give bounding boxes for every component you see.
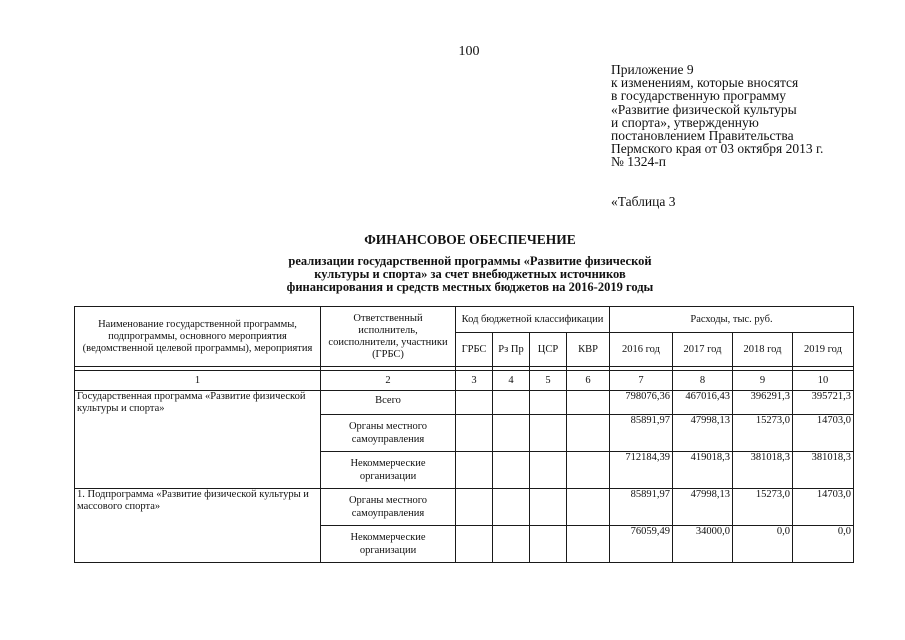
kvr-cell [567,415,610,452]
rzpr-cell [493,391,530,415]
responsible-cell: Всего [321,391,456,415]
column-number: 6 [567,371,610,391]
value-2018: 15273,0 [733,415,793,452]
header-2019: 2019 год [793,333,854,367]
header-grbs: ГРБС [456,333,493,367]
subprogram-name-cell: 1. Подпрограмма «Развитие физической культуры и массового спорта» [75,489,321,563]
value-2019: 0,0 [793,526,854,563]
value-2017: 419018,3 [673,452,733,489]
table-row [75,391,854,415]
value-2017: 467016,43 [673,391,733,415]
appendix-line: № 1324-п [611,154,666,170]
document-subtitle [240,255,700,294]
responsible-cell: Органы местного самоуправления [321,415,456,452]
grbs-cell [456,391,493,415]
appendix-line: «Развитие физической культуры [611,101,797,117]
kvr-cell [567,489,610,526]
rzpr-cell [493,526,530,563]
value-2019: 14703,0 [793,489,854,526]
csr-cell [530,526,567,563]
program-name-cell: Государственная программа «Развитие физической культуры и спорта» [75,391,321,489]
header-2016: 2016 год [610,333,673,367]
table-reference: «Таблица 3 [611,194,676,209]
document-title: ФИНАНСОВОЕ ОБЕСПЕЧЕНИЕ [364,232,576,247]
value-2016: 85891,97 [610,489,673,526]
appendix-line: постановлением Правительства [611,128,794,144]
responsible-cell: Органы местного самоуправления [321,489,456,526]
csr-cell [530,489,567,526]
column-number-row [75,371,854,391]
column-number: 9 [733,371,793,391]
grbs-cell [456,415,493,452]
value-2018: 0,0 [733,526,793,563]
subtitle-line: культуры и спорта» за счет внебюджетных источников [314,267,626,281]
rzpr-cell [493,415,530,452]
kvr-cell [567,452,610,489]
kvr-cell [567,526,610,563]
value-2016: 76059,49 [610,526,673,563]
appendix-line: к изменениям, которые вносятся [611,75,799,91]
value-2017: 47998,13 [673,415,733,452]
header-2017: 2017 год [673,333,733,367]
csr-cell [530,391,567,415]
header-expenses: Расходы, тыс. руб. [610,307,854,333]
column-number: 1 [75,371,321,391]
column-number: 2 [321,371,456,391]
responsible-cell: Некоммерческие организации [321,452,456,489]
kvr-cell [567,391,610,415]
responsible-cell: Некоммерческие организации [321,526,456,563]
header-name: Наименование государственной программы, подпрограммы, основного мероприятия (ведомственной целевой программы), мероприятия [75,307,321,367]
value-2019: 395721,3 [793,391,854,415]
column-number: 4 [493,371,530,391]
subtitle-line: реализации государственной программы «Развитие физической [288,254,652,268]
value-2018: 381018,3 [733,452,793,489]
column-number: 5 [530,371,567,391]
value-2016: 712184,39 [610,452,673,489]
appendix-line: в государственную программу [611,88,787,104]
grbs-cell [456,526,493,563]
header-2018: 2018 год [733,333,793,367]
value-2018: 396291,3 [733,391,793,415]
value-2019: 14703,0 [793,415,854,452]
appendix-line: и спорта», утвержденную [611,114,759,130]
header-budget-classification: Код бюджетной классификации [456,307,610,333]
header-csr: ЦСР [530,333,567,367]
value-2016: 798076,36 [610,391,673,415]
page-number: 100 [458,44,480,59]
value-2017: 34000,0 [673,526,733,563]
column-number: 3 [456,371,493,391]
appendix-line: Пермского края от 03 октября 2013 г. [611,141,824,157]
subtitle-line: финансирования и средств местных бюджетов на 2016-2019 годы [286,280,654,294]
value-2017: 47998,13 [673,489,733,526]
value-2016: 85891,97 [610,415,673,452]
header-rzpr: Рз Пр [493,333,530,367]
financing-table [74,306,854,563]
column-number: 7 [610,371,673,391]
table-row [75,489,854,526]
csr-cell [530,452,567,489]
header-kvr: КВР [567,333,610,367]
appendix-line: Приложение 9 [611,62,694,77]
column-number: 10 [793,371,854,391]
csr-cell [530,415,567,452]
column-number: 8 [673,371,733,391]
value-2019: 381018,3 [793,452,854,489]
header-responsible: Ответственный исполнитель, соисполнители, участники (ГРБС) [321,307,456,367]
value-2018: 15273,0 [733,489,793,526]
rzpr-cell [493,452,530,489]
appendix-note [611,63,891,169]
rzpr-cell [493,489,530,526]
grbs-cell [456,489,493,526]
header-row [75,307,854,333]
grbs-cell [456,452,493,489]
